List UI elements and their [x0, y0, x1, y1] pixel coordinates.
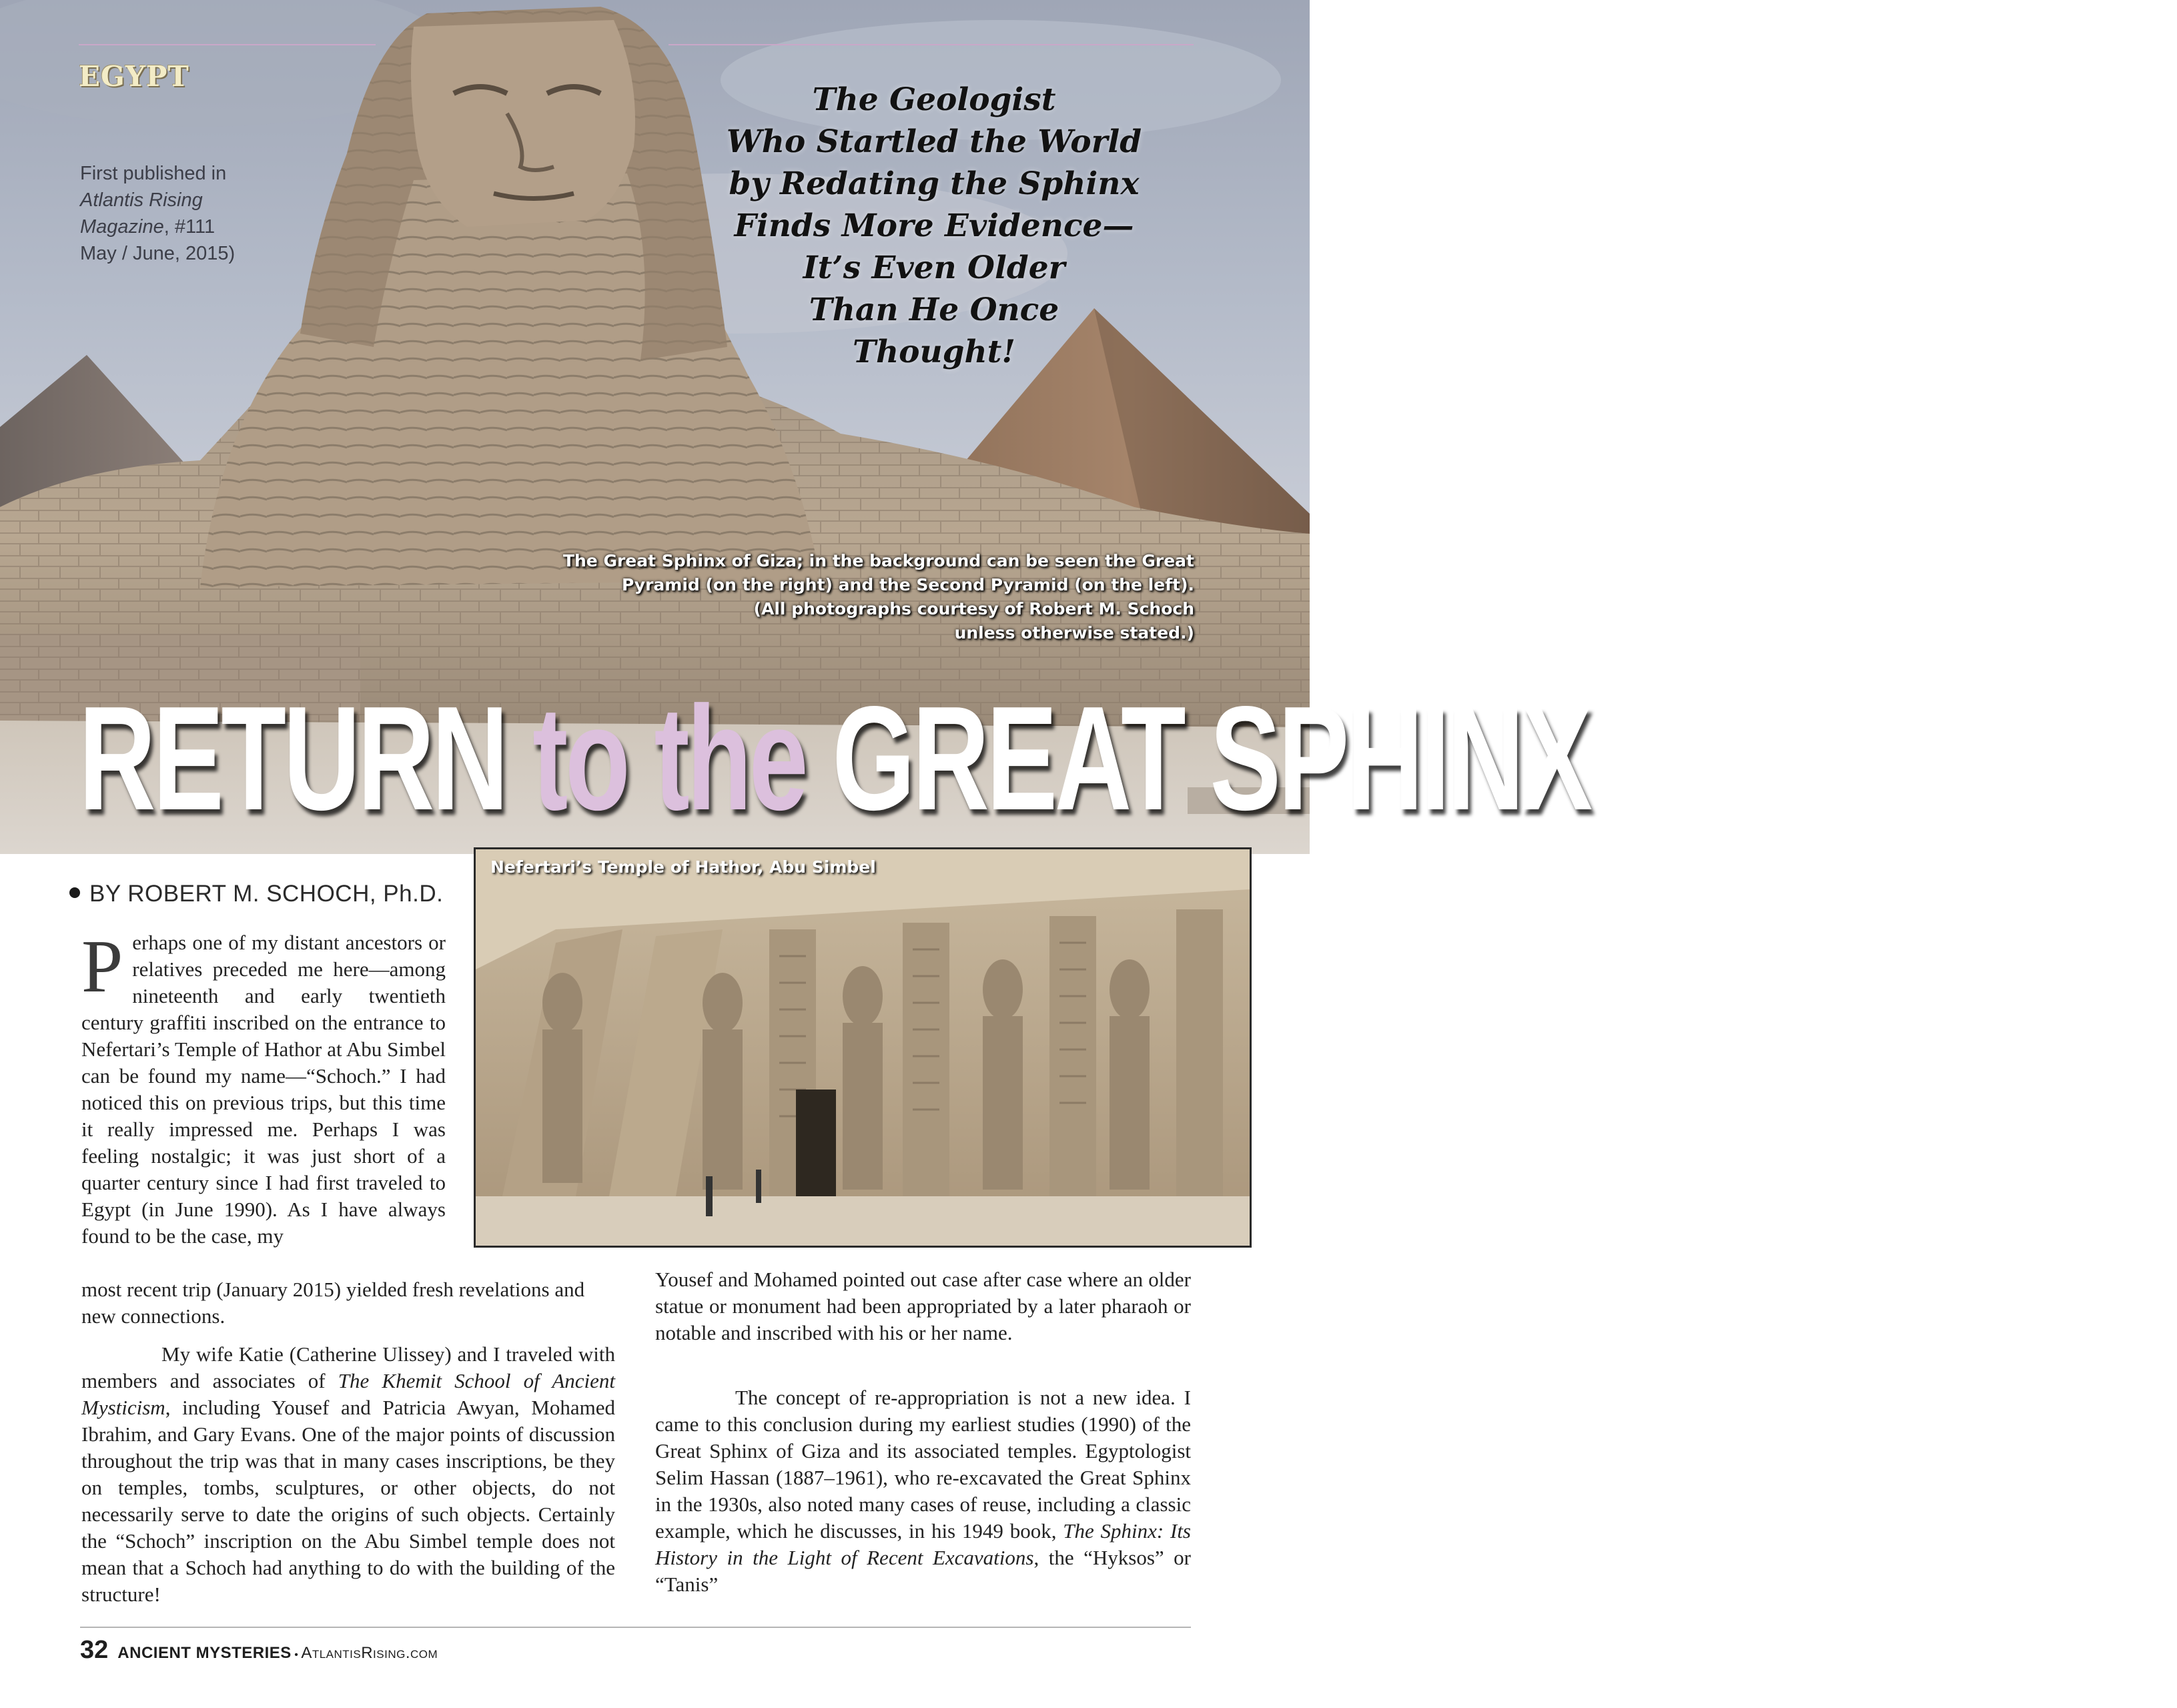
deck-line: Finds More Evidence—: [734, 207, 1134, 244]
top-rule-right: [669, 44, 1194, 45]
hero-photo-caption: [534, 549, 1194, 645]
paragraph-text: erhaps one of my distant ancestors or relatives preceded me here—among nineteenth and early twentieth century graffiti inscribed on the entrance to Nefertari’s Temple of Hathor at Abu Simbel can be found my name—“Schoch.” I had noticed this on previous trips, but this time it really impressed me. Perhaps I was feeling nostalgic; it was just short of a quarter century since I had first traveled to Egypt (in June 1990). As I have always found to be the case, my: [81, 931, 446, 1248]
article-paragraph: [81, 925, 446, 1250]
article-paragraph: Yousef and Mohamed pointed out case after case where an older statue or monument had been appropriated by a later pharaoh or notable and inscribed with his or her name.: [655, 1268, 1191, 1344]
deck-line: Than He Once: [809, 292, 1059, 328]
article-paragraph-continued: most recent trip (January 2015) yielded fresh revelations and new connections.: [81, 1278, 585, 1328]
headline-part-3: GREAT SPHINX: [832, 676, 1590, 841]
publication-note-line: First published in: [80, 163, 227, 184]
caption-line: The Great Sphinx of Giza; in the background can be seen the Great: [562, 551, 1194, 570]
issue-info: , #111 May / June, 2015): [80, 216, 236, 264]
headline-part-1: RETURN: [79, 676, 533, 841]
caption-line: unless otherwise stated.): [954, 623, 1194, 643]
article-headline: [79, 674, 1590, 841]
drop-cap: P: [81, 925, 123, 1008]
bullet-icon: [69, 887, 80, 898]
temple-photo: [474, 847, 1252, 1248]
top-rule-left: [79, 44, 376, 45]
section-tag: EGYPT: [79, 60, 189, 93]
page-footer: [80, 1636, 438, 1665]
deck-line: Thought!: [852, 334, 1016, 370]
deck-line: Who Startled the World: [726, 123, 1142, 160]
footer-rule: [80, 1627, 1191, 1628]
caption-line: (All photographs courtesy of Robert M. Schoch: [753, 599, 1194, 618]
publication-note: [80, 160, 254, 267]
magazine-name: Atlantis Rising Magazine: [80, 189, 203, 238]
paragraph-text: , including Yousef and Patricia Awyan, Mohamed Ibrahim, and Gary Evans. One of the major points of discussion throughout the trip was that in many cases inscriptions, be they on temples, tombs, sculptures, or other objects, do not necessarily serve to date the origins of such objects. Certainly the “Schoch” inscription on the Abu Simbel temple does not mean that a Schoch had anything to do with the building of the structure!: [81, 1396, 615, 1606]
deck-line: by Redating the Sphinx: [729, 165, 1140, 202]
footer-section: ANCIENT MYSTERIES: [117, 1644, 292, 1662]
deck-subheadline: [667, 79, 1201, 373]
temple-illustration: [476, 849, 1250, 1246]
school-name: The Khemit School of Ancient Mysticism: [81, 1369, 616, 1419]
page-number: 32: [80, 1636, 109, 1664]
footer-site: AtlantisRising.com: [301, 1644, 438, 1662]
deck-line: It’s Even Older: [803, 250, 1065, 286]
footer-separator: •: [291, 1649, 302, 1661]
byline: [69, 881, 443, 907]
headline-part-2: to the: [532, 676, 833, 841]
paragraph-text: The concept of re-appropriation is not a new idea. I came to this conclusion during my earliest studies (1990) of the Great Sphinx of Giza and its associated temples. Egyptologist Selim Hassan (1887–1961), who re-excavated the Great Sphinx in the 1930s, also noted many cases of reuse, including a classic example, which he discusses, in his 1949 book,: [655, 1386, 1191, 1543]
caption-line: Pyramid (on the right) and the Second Pyramid (on the left).: [622, 575, 1194, 594]
paragraph-text: , the “Hyksos” or “Tanis”: [655, 1546, 1191, 1596]
paragraph-text: My wife Katie (Catherine Ulissey) and I traveled with members and associates of: [81, 1342, 615, 1392]
temple-photo-caption: Nefertari’s Temple of Hathor, Abu Simbel: [490, 857, 876, 877]
book-title: The Sphinx: Its History in the Light of Recent Excavations: [655, 1519, 1191, 1569]
headline-text: [79, 674, 1590, 844]
article-paragraph: [655, 1384, 1191, 1598]
deck-line: The Geologist: [812, 81, 1056, 118]
article-paragraph: [81, 1341, 615, 1608]
byline-text: BY ROBERT M. SCHOCH, Ph.D.: [89, 881, 444, 907]
